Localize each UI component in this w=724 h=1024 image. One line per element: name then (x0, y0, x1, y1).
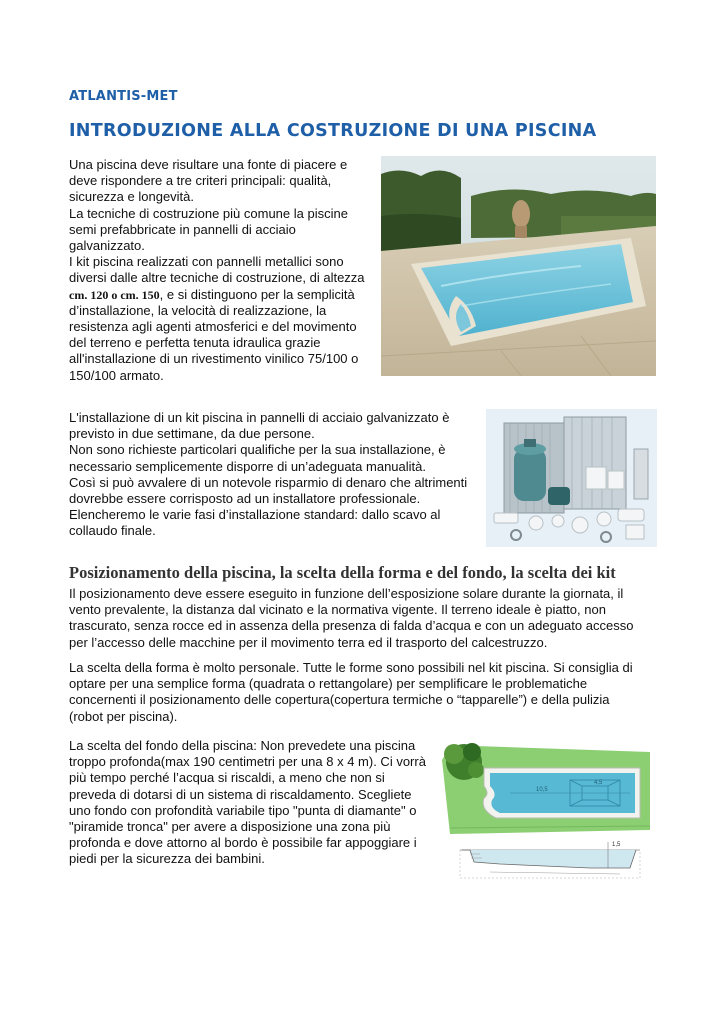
pool-photo (381, 156, 656, 376)
pool-bottom-line: piedi per la sicurezza dei bambini. (69, 851, 265, 867)
pool-bottom-line: "piramide tronca" per avere a disposizione una zona più (69, 819, 391, 835)
shape-line: concernenti il posizionamento delle copertura(copertura termiche o “tapparelle”) e della pulizia (69, 692, 610, 708)
pool-bottom-paragraph (69, 738, 437, 868)
shape-line: optare per una semplice forma (quadrata o rettangolare) per semplificare le problematiche (69, 676, 588, 692)
pool-plan-diagram (440, 738, 654, 888)
install-line: Non sono richieste particolari qualifiche per la sua installazione, è (69, 442, 446, 458)
pool-kit-photo (486, 409, 657, 547)
height-values: cm. 120 o cm. 150 (69, 287, 160, 302)
install-line: L'installazione di un kit piscina in pannelli di acciaio galvanizzato è (69, 410, 450, 425)
pool-bottom-line: uno fondo con profondità variabile tipo "punta di diamante" o (69, 802, 417, 818)
pool-bottom-line: più tempo perché l’acqua si riscaldi, a meno che non si (69, 770, 385, 786)
intro-line: semi prefabbricate in pannelli di acciaio (69, 221, 296, 237)
plan-length-label: 10,5 (536, 787, 548, 793)
plan-width-label: 4,5 (594, 780, 603, 786)
intro-line: La tecniche di costruzione più comune la piscine (69, 205, 348, 221)
positioning-line: trascurato, senza rocce ed in assenza della presenza di falda d’acqua e con un adeguato accesso (69, 618, 634, 634)
pool-bottom-line: troppo profonda(max 190 centimetri per una 8 x 4 m). Ci vorrà (69, 754, 426, 770)
shape-paragraph (69, 660, 669, 725)
intro-line-heights (69, 287, 379, 303)
install-line: Elencheremo le varie fasi d’installazione standard: dallo scavo al (69, 507, 441, 523)
install-paragraph (69, 410, 481, 540)
pool-bottom-line: La scelta del fondo della piscina: Non prevedete una piscina (69, 738, 416, 753)
height-rest: , e si distinguono per la semplicità (159, 286, 355, 302)
intro-line: sicurezza e longevità. (69, 189, 195, 205)
positioning-line: vento prevalente, la distanza dal vicinato e la normativa vigente. Il terreno ideale è piatto, non (69, 602, 606, 618)
install-line: Così si può avvalere di un notevole risparmio di denaro che altrimenti (69, 474, 468, 490)
intro-line: I kit piscina realizzati con pannelli metallici sono (69, 254, 344, 270)
pool-bottom-line: preveda di dotarsi di un sistema di riscaldamento. Scegliete (69, 786, 412, 802)
brand-name: ATLANTIS-MET (69, 89, 178, 104)
install-line: dovrebbe essere corrisposto ad un installatore professionale. (69, 491, 421, 507)
intro-line: d’installazione, la velocità di realizzazione, la (69, 302, 327, 318)
pool-bottom-line: profonda e dove attorno al bordo è possibile far appoggiare i (69, 835, 417, 851)
intro-line: all'installazione di un rivestimento vinilico 75/100 o (69, 351, 359, 367)
positioning-line: per l’accesso delle macchine per il movimento terra ed il trasporto del calcestruzzo. (69, 634, 548, 650)
page-title: INTRODUZIONE ALLA COSTRUZIONE DI UNA PISCINA (69, 121, 597, 141)
intro-line: 150/100 armato. (69, 367, 164, 383)
shape-line: (robot per piscina). (69, 708, 178, 724)
shape-line: La scelta della forma è molto personale. Tutte le forme sono possibili nel kit piscina. Si consiglia di (69, 660, 633, 675)
intro-line: Una piscina deve risultare una fonte di piacere e (69, 157, 348, 172)
intro-line: galvanizzato. (69, 238, 145, 254)
install-line: collaudo finale. (69, 523, 156, 539)
intro-line: deve rispondere a tre criteri principali: qualità, (69, 173, 332, 189)
intro-line: del terreno e perfetta tenuta idraulica grazie (69, 335, 321, 351)
positioning-paragraph (69, 586, 669, 651)
install-line: necessario semplicemente disporre di un’adeguata manualità. (69, 458, 426, 474)
install-line: previsto in due settimane, da due persone. (69, 426, 315, 442)
section-heading: Posizionamento della piscina, la scelta della forma e del fondo, la scelta dei kit (69, 563, 616, 582)
intro-line: resistenza agli agenti atmosferici e del movimento (69, 319, 357, 335)
intro-line: diversi dalle altre tecniche di costruzione, di altezza (69, 270, 365, 286)
intro-paragraph (69, 157, 379, 384)
section-depth-label: 1,5 (612, 842, 621, 848)
positioning-line: Il posizionamento deve essere eseguito in funzione dell’esposizione solare durante la giornata, il (69, 586, 624, 601)
